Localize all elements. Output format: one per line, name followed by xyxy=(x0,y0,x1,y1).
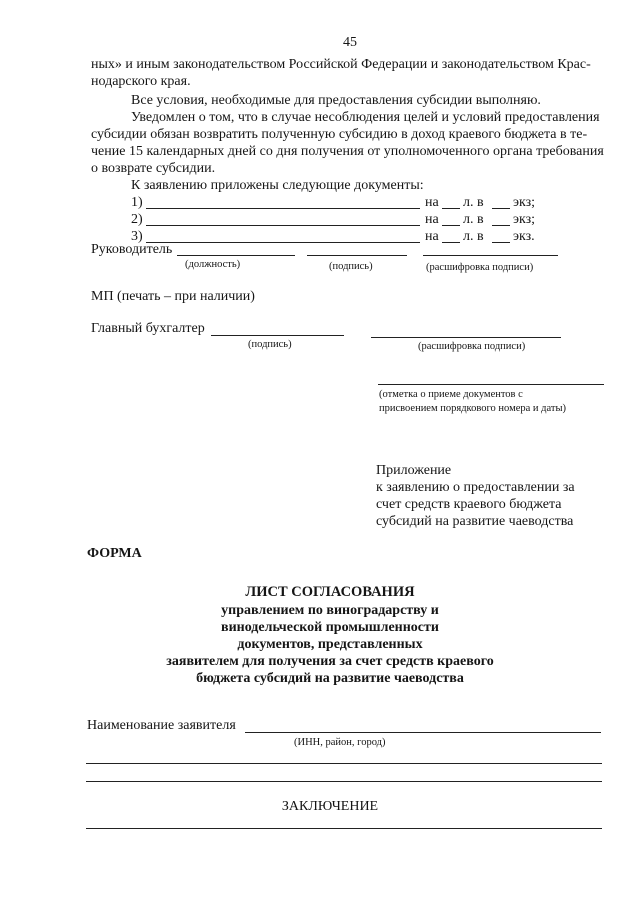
signature-caption: (подпись) xyxy=(329,261,373,272)
title-line: управлением по виноградарству и xyxy=(221,603,439,618)
accountant-decoding-line xyxy=(371,337,561,338)
receipt-mark-line xyxy=(378,384,604,385)
document-name-line xyxy=(146,208,420,209)
page-number: 45 xyxy=(343,35,357,50)
title-line: винодельческой промышленности xyxy=(221,620,439,635)
paragraph-line: К заявлению приложены следующие документы: xyxy=(131,178,424,193)
decoding-line xyxy=(423,255,558,256)
title-line: заявителем для получения за счет средств краевого xyxy=(166,654,494,669)
accountant-label: Главный бухгалтер xyxy=(91,321,205,336)
document-number: 3) xyxy=(131,229,143,244)
applicant-name-line xyxy=(245,732,601,733)
position-line xyxy=(177,255,295,256)
accountant-decoding-caption: (расшифровка подписи) xyxy=(418,341,526,352)
paragraph-line: нодарского края. xyxy=(91,74,191,89)
document-name-line xyxy=(146,225,420,226)
form-label: ФОРМА xyxy=(87,546,142,561)
copies-prefix: л. в xyxy=(463,212,484,227)
title-line: документов, представленных xyxy=(237,637,423,652)
paragraph-line: субсидии обязан возвратить полученную субсидию в доход краевого бюджета в те- xyxy=(91,127,588,142)
conclusion-heading: ЗАКЛЮЧЕНИЕ xyxy=(281,799,379,814)
document-number: 1) xyxy=(131,195,143,210)
copies-line xyxy=(492,208,510,209)
applicant-extra-line xyxy=(86,763,602,764)
accountant-signature-caption: (подпись) xyxy=(248,339,292,350)
applicant-extra-line xyxy=(86,781,602,782)
stamp-label: МП (печать – при наличии) xyxy=(91,289,255,304)
copies-prefix: л. в xyxy=(463,229,484,244)
document-name-line xyxy=(146,242,420,243)
appendix-line: Приложение xyxy=(376,463,452,478)
pages-prefix: на xyxy=(425,195,439,210)
copies-suffix: экз; xyxy=(513,212,536,227)
decoding-caption: (расшифровка подписи) xyxy=(426,262,534,273)
copies-suffix: экз; xyxy=(513,195,536,210)
paragraph-line: чение 15 календарных дней со дня получения от уполномоченного органа требования xyxy=(91,144,604,159)
copies-suffix: экз. xyxy=(513,229,535,244)
pages-prefix: на xyxy=(425,229,439,244)
copies-prefix: л. в xyxy=(463,195,484,210)
paragraph-line: о возврате субсидии. xyxy=(91,161,216,176)
applicant-caption: (ИНН, район, город) xyxy=(294,737,386,748)
accountant-signature-line xyxy=(211,335,344,336)
appendix-line: счет средств краевого бюджета xyxy=(376,497,562,512)
pages-prefix: на xyxy=(425,212,439,227)
title-line: бюджета субсидий на развитие чаеводства xyxy=(196,671,464,686)
copies-line xyxy=(492,242,510,243)
conclusion-line xyxy=(86,828,602,829)
pages-line xyxy=(442,208,460,209)
appendix-line: к заявлению о предоставлении за xyxy=(376,480,575,495)
paragraph-line: Все условия, необходимые для предоставления субсидии выполняю. xyxy=(131,93,541,108)
receipt-note-line: присвоением порядкового номера и даты) xyxy=(379,403,567,414)
head-label: Руководитель xyxy=(91,242,173,257)
receipt-note-line: (отметка о приеме документов с xyxy=(379,389,523,400)
paragraph-line: Уведомлен о том, что в случае несоблюдения целей и условий предоставления xyxy=(131,110,600,125)
document-number: 2) xyxy=(131,212,143,227)
pages-line xyxy=(442,225,460,226)
signature-line xyxy=(307,255,407,256)
appendix-line: субсидий на развитие чаеводства xyxy=(376,514,574,529)
title-line: ЛИСТ СОГЛАСОВАНИЯ xyxy=(245,584,415,600)
position-caption: (должность) xyxy=(185,259,241,270)
copies-line xyxy=(492,225,510,226)
applicant-label: Наименование заявителя xyxy=(87,718,236,733)
paragraph-line: ных» и иным законодательством Российской Федерации и законодательством Крас- xyxy=(91,57,591,72)
pages-line xyxy=(442,242,460,243)
